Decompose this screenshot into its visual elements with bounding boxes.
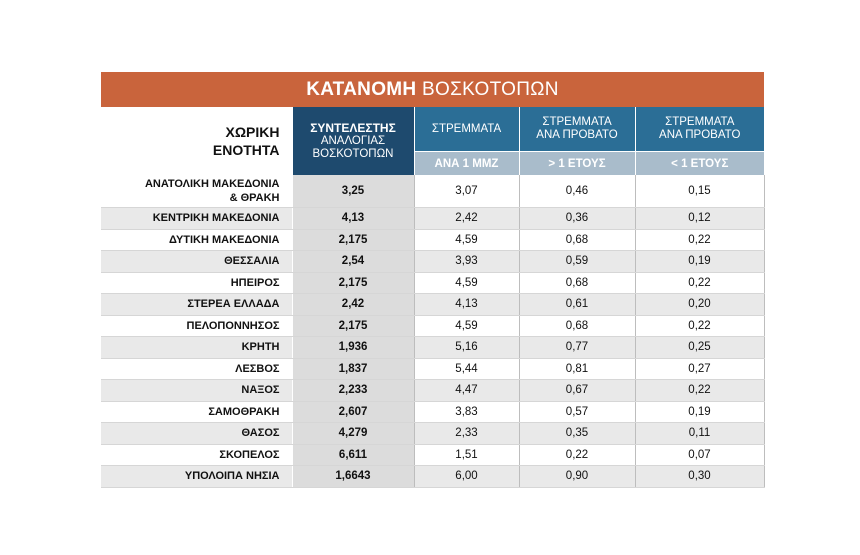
per-mmz-cell: 4,13 xyxy=(414,294,519,316)
per-sheep-over-1yr-cell: 0,59 xyxy=(519,251,635,273)
coefficient-cell: 2,607 xyxy=(292,401,414,423)
per-sheep-over-1yr-cell: 0,46 xyxy=(519,175,635,208)
coefficient-cell: 2,175 xyxy=(292,229,414,251)
table-row xyxy=(101,466,764,488)
per-sheep-over-1yr-cell: 0,22 xyxy=(519,444,635,466)
header-col3-top-line1: ΣΤΡΕΜΜΑΤΑ xyxy=(542,116,612,128)
pasture-table xyxy=(101,107,765,488)
header-coef-line3: ΒΟΣΚΟΤΟΠΩΝ xyxy=(312,147,394,160)
coefficient-cell: 1,837 xyxy=(292,358,414,380)
table-title xyxy=(101,72,764,107)
region-name-cell xyxy=(101,337,292,359)
region-name-line1: ΣΤΕΡΕΑ ΕΛΛΑΔΑ xyxy=(187,298,280,311)
header-region-line2: ΕΝΟΤΗΤΑ xyxy=(212,142,280,158)
region-name-line1: ΔΥΤΙΚΗ ΜΑΚΕΔΟΝΙΑ xyxy=(169,233,280,246)
region-name-cell xyxy=(101,294,292,316)
title-bold: ΚΑΤΑΝΟΜΗ xyxy=(306,79,417,100)
per-sheep-under-1yr-cell: 0,07 xyxy=(635,444,764,466)
header-col4-top-line2: ΑΝΑ ΠΡΟΒΑΤΟ xyxy=(659,129,741,141)
coefficient-cell: 6,611 xyxy=(292,444,414,466)
per-sheep-under-1yr-cell: 0,19 xyxy=(635,401,764,423)
table-row xyxy=(101,444,764,466)
per-sheep-under-1yr-cell: 0,22 xyxy=(635,380,764,402)
pasture-distribution-table-panel xyxy=(101,72,764,488)
per-sheep-under-1yr-cell: 0,12 xyxy=(635,208,764,230)
per-sheep-over-1yr-cell: 0,81 xyxy=(519,358,635,380)
per-sheep-over-1yr-cell: 0,68 xyxy=(519,272,635,294)
per-mmz-cell: 4,59 xyxy=(414,272,519,294)
region-name-cell xyxy=(101,444,292,466)
region-name-line1: ΘΑΣΟΣ xyxy=(241,427,280,440)
region-name-line1: ΠΕΛΟΠΟΝΝΗΣΟΣ xyxy=(186,319,280,332)
region-name-cell xyxy=(101,358,292,380)
per-mmz-cell: 2,42 xyxy=(414,208,519,230)
coefficient-cell: 2,175 xyxy=(292,315,414,337)
coefficient-cell: 2,175 xyxy=(292,272,414,294)
per-mmz-cell: 5,44 xyxy=(414,358,519,380)
region-name-line1: ΚΕΝΤΡΙΚΗ ΜΑΚΕΔΟΝΙΑ xyxy=(152,212,280,225)
per-sheep-under-1yr-cell: 0,22 xyxy=(635,229,764,251)
coefficient-cell: 1,6643 xyxy=(292,466,414,488)
per-sheep-under-1yr-cell: 0,20 xyxy=(635,294,764,316)
region-name-line1: ΘΕΣΣΑΛΙΑ xyxy=(224,255,280,268)
region-name-line1: ΚΡΗΤΗ xyxy=(241,341,280,354)
table-row xyxy=(101,208,764,230)
header-col3-top-line2: ΑΝΑ ΠΡΟΒΑΤΟ xyxy=(536,129,618,141)
per-mmz-cell: 4,47 xyxy=(414,380,519,402)
per-sheep-over-1yr-cell: 0,35 xyxy=(519,423,635,445)
header-col2-sub: ΑΝΑ 1 ΜΜΖ xyxy=(414,152,519,176)
region-name-cell xyxy=(101,380,292,402)
per-sheep-under-1yr-cell: 0,22 xyxy=(635,272,764,294)
table-row xyxy=(101,229,764,251)
table-row xyxy=(101,401,764,423)
per-sheep-under-1yr-cell: 0,30 xyxy=(635,466,764,488)
coefficient-cell: 4,279 xyxy=(292,423,414,445)
per-mmz-cell: 5,16 xyxy=(414,337,519,359)
region-name-line1: ΥΠΟΛΟΙΠΑ ΝΗΣΙΑ xyxy=(184,470,280,483)
per-sheep-over-1yr-cell: 0,57 xyxy=(519,401,635,423)
region-name-line1: ΣΑΜΟΘΡΑΚΗ xyxy=(208,405,280,418)
region-name-line1: ΛΕΣΒΟΣ xyxy=(235,362,280,375)
header-col2-top xyxy=(414,107,519,152)
region-name-line1: ΝΑΞΟΣ xyxy=(241,384,280,397)
per-sheep-under-1yr-cell: 0,11 xyxy=(635,423,764,445)
region-name-line1: ΣΚΟΠΕΛΟΣ xyxy=(219,448,280,461)
table-row xyxy=(101,272,764,294)
region-name-cell xyxy=(101,208,292,230)
region-name-cell xyxy=(101,272,292,294)
per-sheep-over-1yr-cell: 0,77 xyxy=(519,337,635,359)
coefficient-cell: 2,54 xyxy=(292,251,414,273)
region-name-cell xyxy=(101,401,292,423)
per-mmz-cell: 2,33 xyxy=(414,423,519,445)
header-col3-top xyxy=(519,107,635,152)
per-sheep-under-1yr-cell: 0,25 xyxy=(635,337,764,359)
per-sheep-under-1yr-cell: 0,27 xyxy=(635,358,764,380)
per-mmz-cell: 4,59 xyxy=(414,229,519,251)
header-col3-sub: > 1 ΕΤΟΥΣ xyxy=(519,152,635,176)
header-region xyxy=(101,107,292,175)
per-sheep-under-1yr-cell: 0,19 xyxy=(635,251,764,273)
header-col4-sub: < 1 ΕΤΟΥΣ xyxy=(635,152,764,176)
coefficient-cell: 2,42 xyxy=(292,294,414,316)
per-mmz-cell: 3,93 xyxy=(414,251,519,273)
per-sheep-over-1yr-cell: 0,68 xyxy=(519,315,635,337)
per-sheep-over-1yr-cell: 0,90 xyxy=(519,466,635,488)
per-mmz-cell: 1,51 xyxy=(414,444,519,466)
coefficient-cell: 1,936 xyxy=(292,337,414,359)
region-name-cell xyxy=(101,251,292,273)
per-sheep-under-1yr-cell: 0,15 xyxy=(635,175,764,208)
per-mmz-cell: 3,07 xyxy=(414,175,519,208)
region-name-cell xyxy=(101,466,292,488)
per-sheep-over-1yr-cell: 0,61 xyxy=(519,294,635,316)
per-sheep-under-1yr-cell: 0,22 xyxy=(635,315,764,337)
region-name-cell xyxy=(101,175,292,208)
per-sheep-over-1yr-cell: 0,67 xyxy=(519,380,635,402)
per-sheep-over-1yr-cell: 0,68 xyxy=(519,229,635,251)
table-row xyxy=(101,294,764,316)
header-coefficient xyxy=(292,107,414,175)
table-row xyxy=(101,380,764,402)
coefficient-cell: 4,13 xyxy=(292,208,414,230)
table-row xyxy=(101,337,764,359)
header-col2-top-text: ΣΤΡΕΜΜΑΤΑ xyxy=(431,122,502,135)
table-row xyxy=(101,315,764,337)
table-row xyxy=(101,423,764,445)
region-name-cell xyxy=(101,423,292,445)
per-mmz-cell: 3,83 xyxy=(414,401,519,423)
header-coef-line1: ΣΥΝΤΕΛΕΣΤΗΣ xyxy=(310,120,396,135)
region-name-line1: ΑΝΑΤΟΛΙΚΗ ΜΑΚΕΔΟΝΙΑ xyxy=(144,178,280,190)
per-mmz-cell: 4,59 xyxy=(414,315,519,337)
table-row xyxy=(101,358,764,380)
region-name-line1: ΗΠΕΙΡΟΣ xyxy=(230,276,280,289)
region-name-cell xyxy=(101,315,292,337)
coefficient-cell: 3,25 xyxy=(292,175,414,208)
region-name-cell xyxy=(101,229,292,251)
header-col4-top-line1: ΣΤΡΕΜΜΑΤΑ xyxy=(665,116,735,128)
title-light: ΒΟΣΚΟΤΟΠΩΝ xyxy=(422,79,559,100)
header-region-line1: ΧΩΡΙΚΗ xyxy=(225,124,280,140)
per-mmz-cell: 6,00 xyxy=(414,466,519,488)
table-row xyxy=(101,175,764,208)
per-sheep-over-1yr-cell: 0,36 xyxy=(519,208,635,230)
region-name-line2: & ΘΡΑΚΗ xyxy=(229,192,280,204)
table-body xyxy=(101,175,764,487)
header-col4-top xyxy=(635,107,764,152)
header-coef-line2: ΑΝΑΛΟΓΙΑΣ xyxy=(320,134,386,147)
coefficient-cell: 2,233 xyxy=(292,380,414,402)
table-row xyxy=(101,251,764,273)
